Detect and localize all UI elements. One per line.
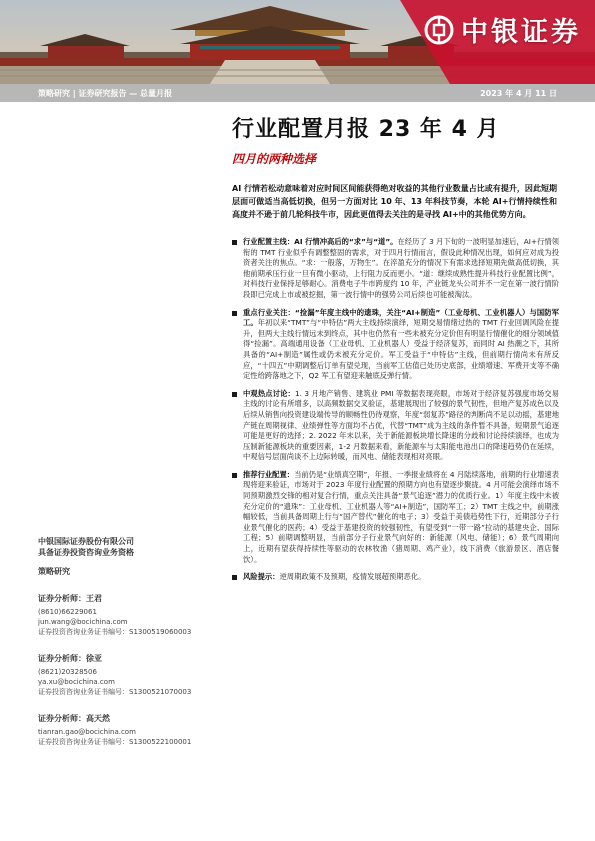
org-name: 中银国际证券股份有限公司 [38,537,134,546]
summary-paragraph: AI 行情若松动意味着对应时间区间能获得绝对收益的其他行业数量占比或有提升，因此短期层面可做适当高低切换，但另一方面对比 10 年、13 年科技节奏，本轮 AI+行情持续性和高度并不逊于前几轮科技牛市，因此更值得去关注的是寻找 AI+中的其他优势方向。 [232,184,557,219]
key-point-text: 年初以来“TMT”与“中特估”两大主线持续演绎，短期交易情绪过热的 TMT 行业回调风险在提升，但两大主线行情远未到终点，其中也仍然有一些未被充分定价但有明显行情催化的细分领域值得“捡漏”。高端通用设备（工业母机、工业机器人）受益于经济复苏，而同时 AI 热潮之下，其所具备的“AI+制造”属性或仍未被充分定价。军工受益于“中特估”主线，但前期行情尚未有所反应，“十四五”中期调整后订单有望兑现，当前军工估值已处历史底部，业绩增速、军费开支等不确定性给跨落地之下，Q2 军工有望迎来触底反弹行情。 [243,318,559,381]
key-point-allocation-theme [232,237,559,301]
analyst-block [38,593,216,637]
brand-lockup [424,10,581,49]
analyst-block [38,653,216,697]
analyst-name: 证券分析师：王君 [38,594,102,603]
org-qualification: 具备证券投资咨询业务资格 [38,548,134,557]
analyst-sidebar [38,536,216,747]
report-category: 策略研究 | 证券研究报告 — 总量月报 [38,88,173,98]
report-date: 2023 年 4 月 11 日 [480,88,557,98]
analyst-email[interactable]: tianran.gao@bocichina.com [38,728,136,736]
department: 策略研究 [38,567,70,576]
key-point-focus-industries [232,308,559,382]
analyst-cert: 证券投资咨询业务证书编号：S1300519060003 [38,628,192,636]
key-points-list [232,237,559,590]
analyst-block [38,713,216,747]
key-point-text: 当前仍是“业绩真空期”，年报、一季报业绩将在 4 月陆续落地，前期的行业增速表现将迎来验证，市场对于 2023 年度行业配置的预期方向也有望逐步聚拢。4 月可能会演绎市场不同预期激烈交锋的相对复合行情，重点关注具备“景气追逐”潜力的优质行业。1）年度主线中未被充分定价的“遗珠”：工业母机、工业机器人等“AI+制造”，国防军工；2）TMT 主线之中，前期涨幅较低，当前具备周期上行与“国产替代”催化的电子；3）受益于美债趋势性下行，近期部分子行业景气催化的医药；4）受益于基建投资的较强韧性，有望受到“一带一路”拉动的基建央企、国际工程；5）前期调整明显，当前部分子行业景气向好的：新能源（风电、储能）；6）景气周期向上，近期有望获得持续性等驱动的农林牧渔（猪周期、鸡产业），线下消费（旅游景区、酒店餐饮）。 [243,469,560,564]
key-point-text: 1. 3 月地产销售、建筑业 PMI 等数据表现亮眼，市场对于经济复苏强度市场交易主线的讨论有所增多，以高频数据交叉验证，基建展现出了较强的景气韧性，但地产复苏成色以及后续从销售向投资建设端传导的顺畅性仍待观察，年度“弱复苏”路径的判断尚不足以动摇，基建地产链在周期视律、业绩弹性等方面均不占优，代替“TMT”成为主线的条件暂不具备，短期景气追逐可能是更好的选择；2. 2022 年末以来，关于新能源板块增长降速的分歧和讨论持续演绎，也成为压制新能源板块的重要因素，1-2 月数据来看，新能源车与太阳能电池出口的降速趋势仍在延续，中观信号层面尚谈不上边际转暖，而风电、储能表现相对亮眼。 [243,388,560,462]
analyst-cert: 证券投资咨询业务证书编号：S1300522100001 [38,738,192,746]
key-point-heading: 中观热点讨论： [243,388,295,398]
boc-logo-icon [424,15,454,45]
key-point-heading: 行业配置主线：AI 行情冲高后的“求”与“道”。 [243,237,398,246]
brand-name: 中银证券 [461,17,581,48]
page-subtitle: 四月的两种选择 [232,152,317,166]
category-bar [0,84,595,102]
key-point-recommendation [232,470,559,565]
header-banner [0,0,595,84]
key-point-risk [232,572,559,583]
analyst-cert: 证券投资咨询业务证书编号：S1300521070003 [38,688,192,696]
key-point-text: 在经历了 3 月下旬的一波明显加速后，AI+行情领衔的 TMT 行业似乎有调整整固的需求，对于四月行情而言，假设此种情况出现，如何应对成为投资者关注的焦点。“求：一般落，万物生”。在淬盈充分的情况下有需求选择短期先做高低切换，其他前期承压行业一旦有微小驱动，上行阻力反而更小。“道：继续成熟性提升科技行业配置比例”，对科技行业保持足够耐心。消费电子牛市跨度约 10 年，产业链龙头公司并不一定在第一波行情阶段即已完成上市或被挖掘，第一波行情中的强势公司后续也可能被淘汰。 [243,237,559,299]
analyst-name: 证券分析师：高天然 [38,714,110,723]
key-point-heading: 风险提示： [243,572,280,582]
key-point-heading: 推荐行业配置： [243,469,295,479]
analyst-phone: (8621)20328506 [38,668,97,676]
analyst-phone: (8610)66229061 [38,608,97,616]
key-point-heading: 重点行业关注：“捡漏”年度主线中的遗珠，关注“AI+制造”（工业母机、工业机器人）与国防军工。 [243,307,559,328]
page-title: 行业配置月报 23 年 4 月 [232,117,500,142]
analyst-email[interactable]: jun.wang@bocichina.com [38,618,128,626]
analyst-email[interactable]: ya.xu@bocichina.com [38,678,115,686]
key-point-text: 逆周期政策不及预期，疫情发展超预期恶化。 [279,572,426,582]
analyst-name: 证券分析师：徐亚 [38,654,102,663]
key-point-meso-discussion [232,389,559,463]
